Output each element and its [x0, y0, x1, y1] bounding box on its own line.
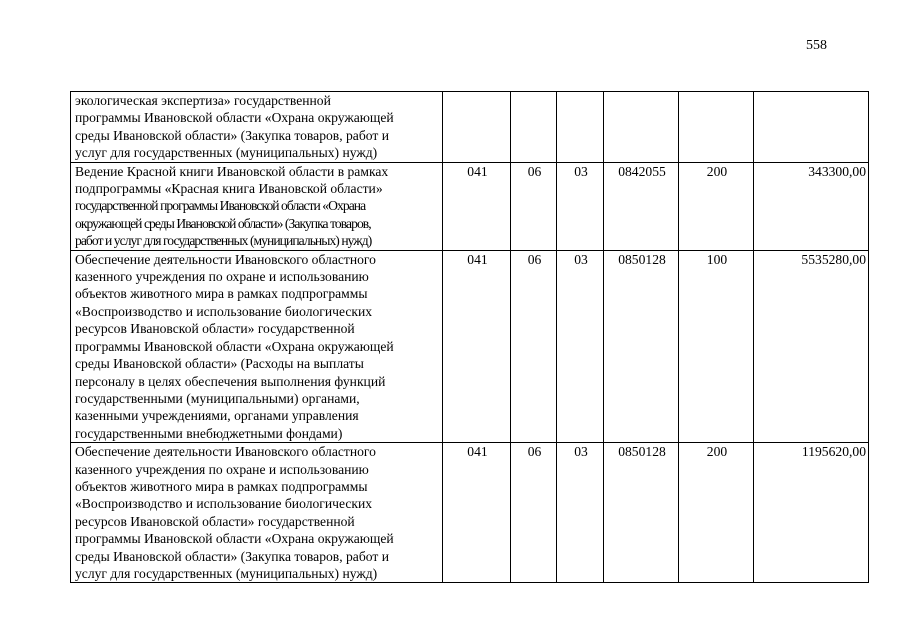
- subsection-code: [557, 92, 604, 163]
- amount: 343300,00: [754, 162, 869, 250]
- description-line: Обеспечение деятельности Ивановского областного: [75, 444, 376, 460]
- description-line: объектов животного мира в рамках подпрограммы: [75, 286, 368, 302]
- description-line: программы Ивановской области «Охрана окружающей: [75, 531, 394, 547]
- table-row: [71, 250, 869, 442]
- ministry-code: [443, 92, 511, 163]
- table-row: [71, 162, 869, 250]
- section-code: 06: [511, 443, 557, 583]
- description-line: подпрограммы «Красная книга Ивановской области»: [75, 181, 383, 197]
- expense-type-code: [679, 92, 754, 163]
- description-line: программы Ивановской области «Охрана окружающей: [75, 110, 394, 126]
- section-code: 06: [511, 162, 557, 250]
- description-line: ресурсов Ивановской области» государственной: [75, 513, 355, 529]
- budget-table: [70, 91, 869, 583]
- amount: 1195620,00: [754, 443, 869, 583]
- row-description: [71, 443, 443, 583]
- target-article-code: [604, 92, 679, 163]
- table-row: [71, 92, 869, 163]
- description-line: казенного учреждения по охране и использованию: [75, 269, 369, 285]
- row-description: [71, 250, 443, 442]
- description-line: Ведение Красной книги Ивановской области в рамках: [75, 163, 389, 179]
- description-line: казенными учреждениями, органами управления: [75, 408, 359, 424]
- ministry-code: 041: [443, 162, 511, 250]
- description-line: «Воспроизводство и использование биологических: [75, 303, 373, 319]
- description-line: государственной программы Ивановской области «Охрана: [75, 198, 366, 214]
- section-code: 06: [511, 250, 557, 442]
- section-code: [511, 92, 557, 163]
- description-line: государственными внебюджетными фондами): [75, 425, 343, 441]
- target-article-code: 0842055: [604, 162, 679, 250]
- description-line: экологическая экспертиза» государственной: [75, 93, 331, 108]
- amount: 5535280,00: [754, 250, 869, 442]
- expense-type-code: 100: [679, 250, 754, 442]
- description-line: объектов животного мира в рамках подпрограммы: [75, 478, 368, 494]
- description-line: окружающей среды Ивановской области» (Закупка товаров,: [75, 215, 371, 231]
- description-line: казенного учреждения по охране и использованию: [75, 461, 369, 477]
- target-article-code: 0850128: [604, 443, 679, 583]
- description-line: ресурсов Ивановской области» государственной: [75, 321, 355, 337]
- ministry-code: 041: [443, 443, 511, 583]
- expense-type-code: 200: [679, 162, 754, 250]
- ministry-code: 041: [443, 250, 511, 442]
- subsection-code: 03: [557, 162, 604, 250]
- row-description: [71, 162, 443, 250]
- expense-type-code: 200: [679, 443, 754, 583]
- description-line: программы Ивановской области «Охрана окружающей: [75, 338, 394, 354]
- subsection-code: 03: [557, 250, 604, 442]
- description-line: среды Ивановской области» (Закупка товаров, работ и: [75, 548, 389, 564]
- description-line: Обеспечение деятельности Ивановского областного: [75, 251, 376, 267]
- description-line: персоналу в целях обеспечения выполнения функций: [75, 373, 386, 389]
- description-line: работ и услуг для государственных (муниципальных) нужд): [75, 233, 372, 249]
- description-line: «Воспроизводство и использование биологических: [75, 496, 373, 512]
- description-line: услуг для государственных (муниципальных) нужд): [75, 145, 378, 161]
- description-line: услуг для государственных (муниципальных) нужд): [75, 565, 378, 581]
- description-line: государственными (муниципальными) органами,: [75, 390, 360, 406]
- table-row: [71, 443, 869, 583]
- description-line: среды Ивановской области» (Расходы на выплаты: [75, 356, 364, 372]
- target-article-code: 0850128: [604, 250, 679, 442]
- description-line: среды Ивановской области» (Закупка товаров, работ и: [75, 127, 389, 143]
- row-description: [71, 92, 443, 163]
- subsection-code: 03: [557, 443, 604, 583]
- page-number: 558: [806, 38, 827, 53]
- amount: [754, 92, 869, 163]
